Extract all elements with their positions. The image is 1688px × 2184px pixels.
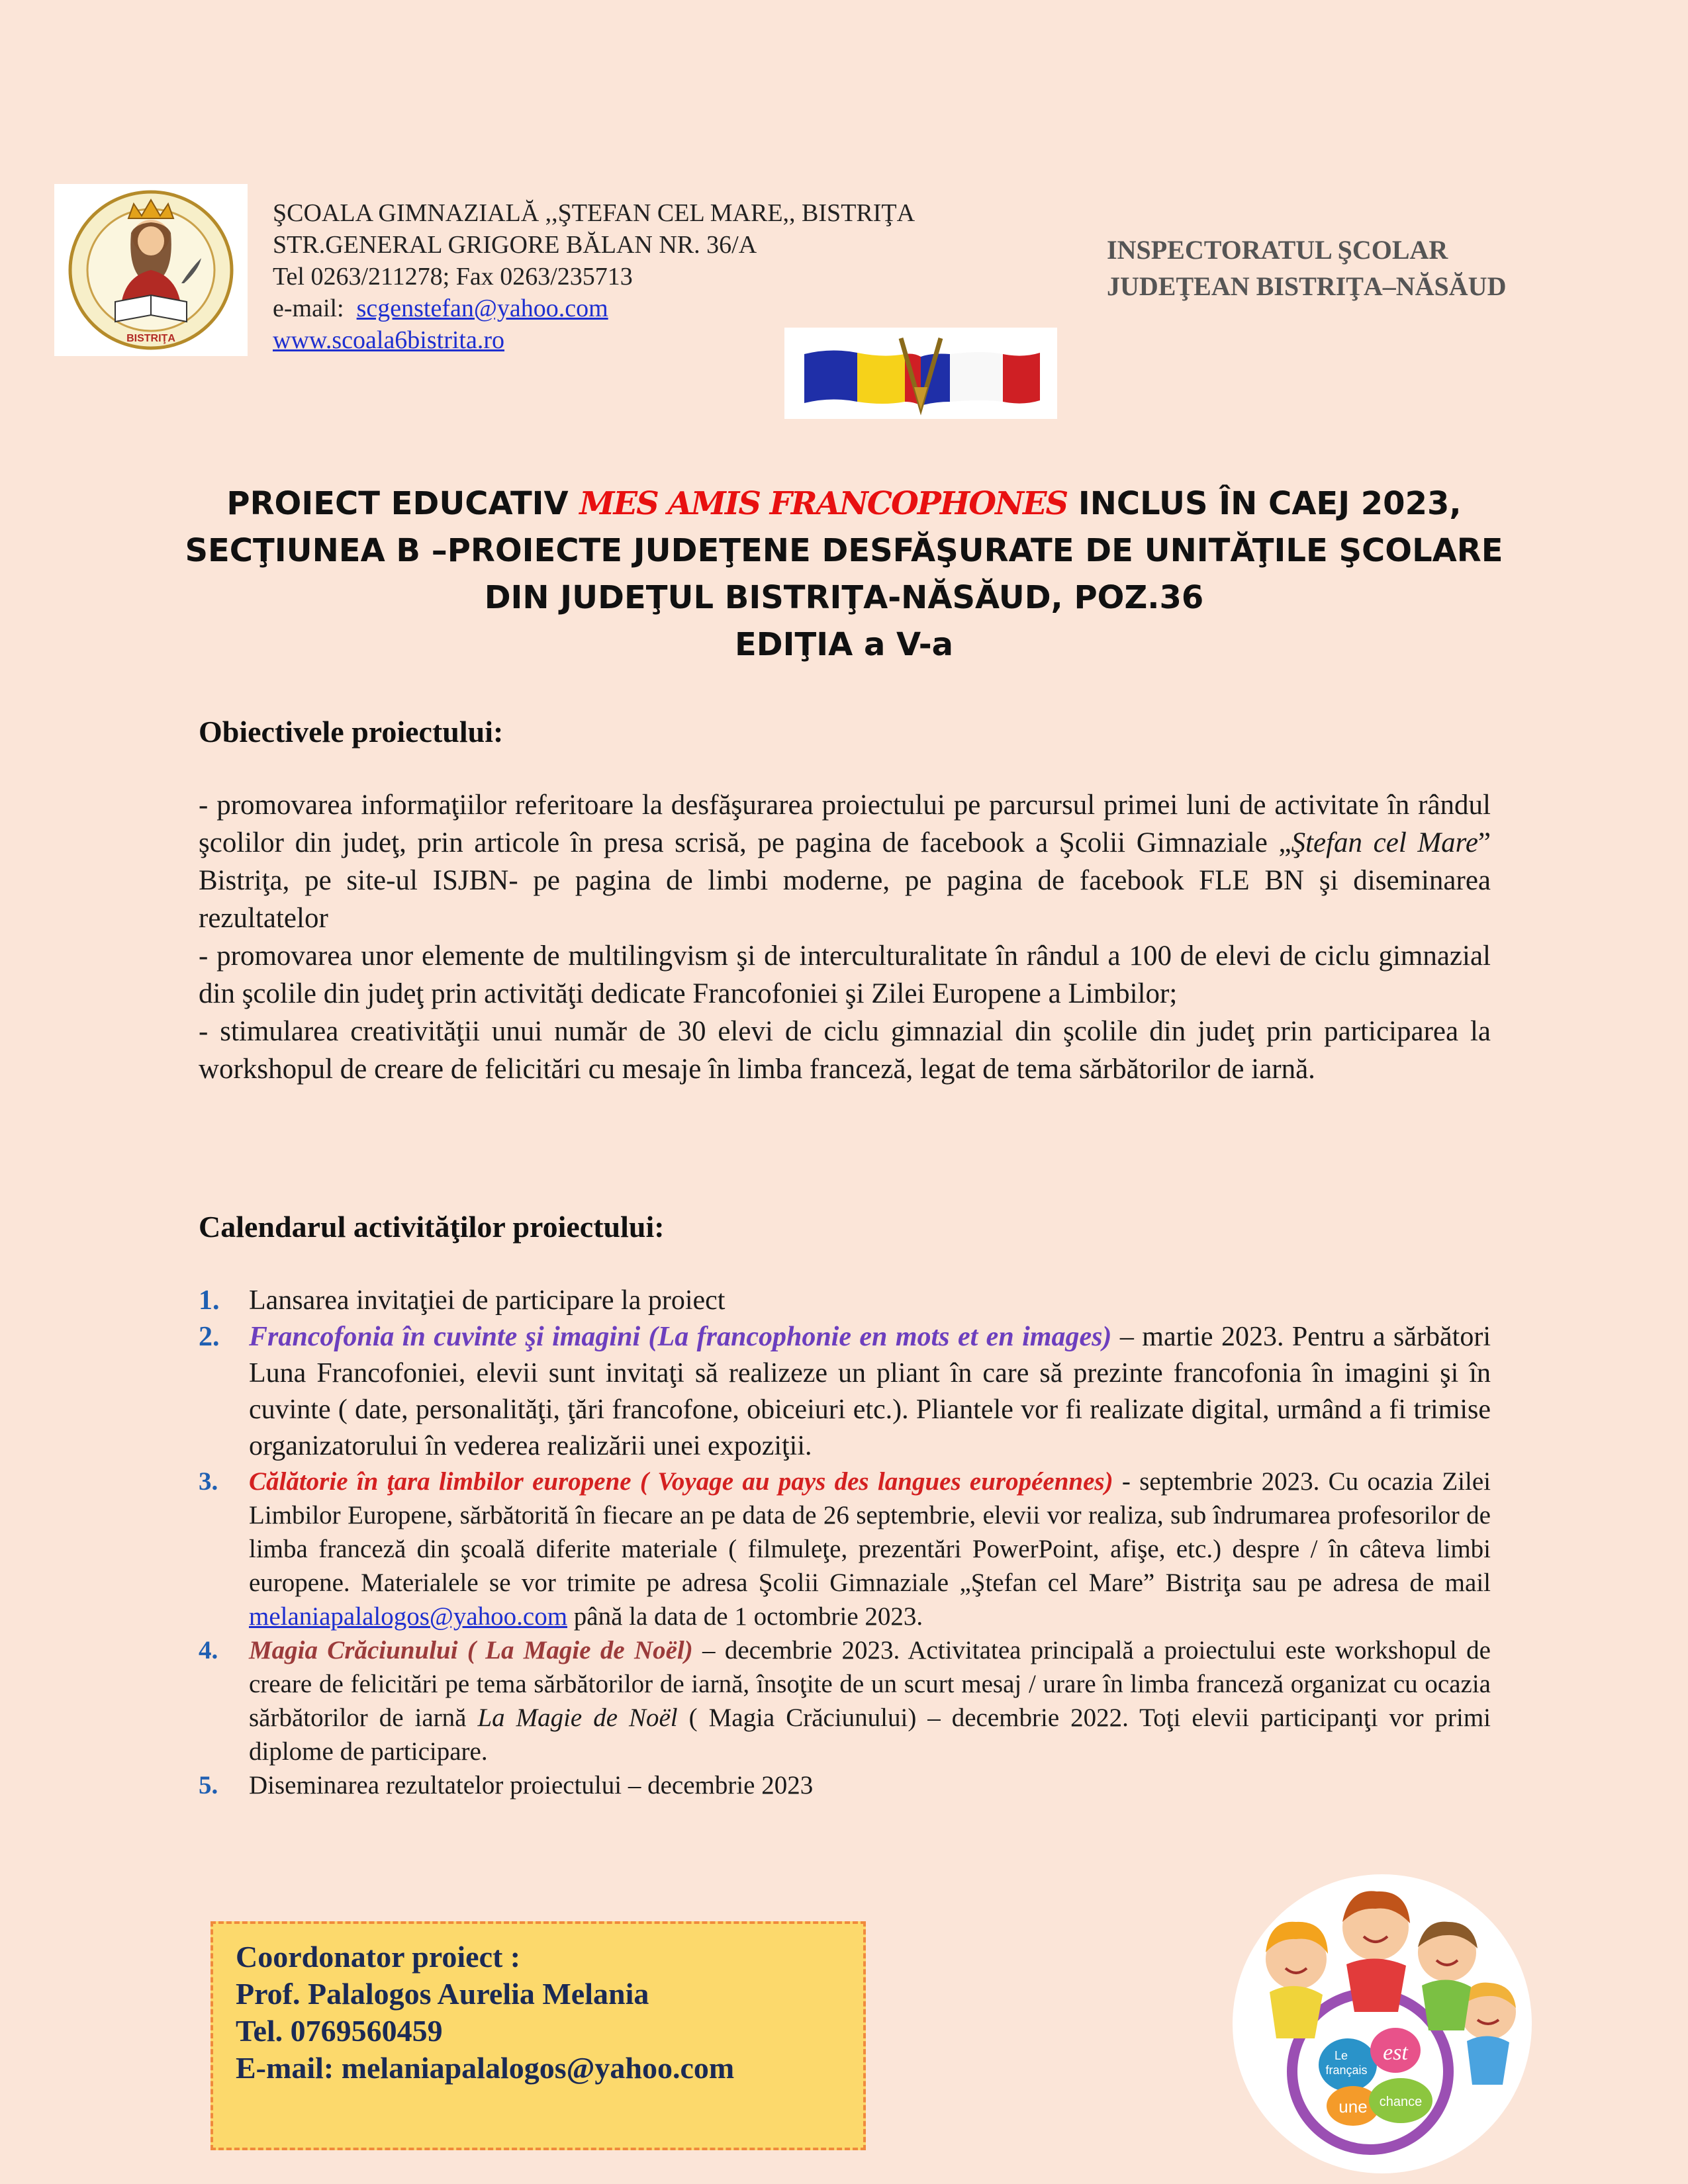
item-title: Magia Crăciunului ( La Magie de Noël) — [249, 1636, 693, 1664]
calendar-list — [199, 1283, 1491, 1802]
item-text: până la data de 1 octombrie 2023. — [567, 1602, 923, 1631]
calendar-heading: Calendarul activităţilor proiectului: — [199, 1210, 665, 1244]
calendar-item — [199, 1319, 1491, 1465]
coordinator-box — [211, 1921, 866, 2150]
coordinator-email: E-mail: melaniapalalogos@yahoo.com — [236, 2051, 735, 2085]
item-email-link[interactable]: melaniapalalogos@yahoo.com — [249, 1602, 568, 1631]
item-number: 5. — [199, 1771, 218, 1799]
objective-italic: Ştefan cel Mare — [1291, 827, 1478, 858]
coordinator-label: Coordonator proiect : — [236, 1940, 521, 1974]
objective-item: - stimularea creativităţii unui număr de 30 elevi de ciclu gimnazial din şcolile din judeţ prin participarea la workshopul de creare de felicitări cu mesaje în limba franceză, legat de tema sărbătorilor de iarnă. — [199, 1016, 1491, 1085]
flags-image — [784, 328, 1057, 419]
logo-city-text: BISTRIŢA — [126, 333, 175, 344]
bubble-word: une — [1338, 2097, 1368, 2116]
objective-text: ” Bistriţa, pe site-ul ISJBN- pe pagina de limbi moderne, pe pagina de facebook FLE BN şi diseminarea rezultatelor — [199, 827, 1491, 934]
title-part1: PROIECT EDUCATIV — [226, 485, 580, 522]
school-name: ŞCOALA GIMNAZIALĂ ,,ŞTEFAN CEL MARE,, BISTRIŢA — [273, 199, 915, 227]
item-italic: La Magie de Noël — [477, 1704, 678, 1732]
school-website-link[interactable]: www.scoala6bistrita.ro — [273, 326, 504, 354]
calendar-item — [199, 1633, 1491, 1768]
email-label: e-mail: — [273, 295, 344, 322]
inspectorate-line2: JUDEŢEAN BISTRIŢA–NĂSĂUD — [1107, 271, 1507, 301]
project-name: MES AMIS FRANCOPHONES — [579, 485, 1068, 522]
objectives-list — [199, 786, 1491, 1088]
bubble-word: Le — [1334, 2049, 1348, 2062]
school-email-link[interactable]: scgenstefan@yahoo.com — [356, 295, 608, 322]
item-text: – martie 2023. Pentru a sărbători Luna Francofoniei, elevii sunt invitaţi să realizeze un pliant în care să prezinte francofonia în imagini şi în cuvinte ( date, personalităţi, ţări francofone, obiceiuri etc.). Pliantele vor fi realizate digital, urmând a fi trimise organizatorului în vederea realizării unei expoziţii. — [249, 1322, 1491, 1461]
item-text: Lansarea invitaţiei de participare la proiect — [249, 1285, 726, 1316]
school-phone-fax: Tel 0263/211278; Fax 0263/235713 — [273, 263, 633, 291]
school-crest-icon — [54, 184, 248, 356]
item-title: Francofonia în cuvinte şi imagini (La francophonie en mots et en images) — [249, 1322, 1112, 1352]
objective-text: - promovarea informaţiilor referitoare la desfăşurarea proiectului pe parcursul primei luni de activitate în rândul şcolilor din judeţ, prin articole în presa scrisă, pe pagina de facebook a Şcolii Gimnaziale „ — [199, 790, 1491, 858]
coordinator-name: Prof. Palalogos Aurelia Melania — [236, 1977, 649, 2011]
school-logo — [54, 184, 248, 356]
item-number: 3. — [199, 1467, 218, 1496]
bubble-word: est — [1383, 2040, 1408, 2065]
school-address: STR.GENERAL GRIGORE BĂLAN NR. 36/A — [273, 231, 757, 259]
francophonie-kids-illustration — [1197, 1873, 1568, 2175]
item-number: 4. — [199, 1636, 218, 1664]
item-text: - septembrie 2023. Cu ocazia Zilei Limbilor Europene, sărbătorită în fiecare an pe data de 26 septembrie, elevii vor realiza, sub îndrumarea profesorilor de limba franceză din şcoală diferite materiale ( filmuleţe, prezentări PowerPoint, afişe, etc.) despre / în câteva limbi europene. Materialele se vor trimite pe adresa Şcolii Gimnaziale „Ştefan cel Mare” Bistriţa sau pe adresa de mail — [249, 1467, 1491, 1597]
item-title: Călătorie în ţara limbilor europene ( Voyage au pays des langues européennes) — [249, 1467, 1113, 1496]
project-title — [159, 480, 1529, 668]
objectives-heading: Obiectivele proiectului: — [199, 715, 504, 749]
item-number: 2. — [199, 1322, 220, 1352]
school-email-line — [273, 293, 1054, 324]
calendar-item — [199, 1465, 1491, 1633]
objective-item — [199, 786, 1491, 937]
bubble-word: français — [1325, 2064, 1368, 2077]
crossed-flags-icon — [784, 328, 1057, 419]
item-text: Diseminarea rezultatelor proiectului – decembrie 2023 — [249, 1771, 814, 1799]
calendar-item — [199, 1768, 1491, 1802]
title-edition: EDIŢIA a V-a — [734, 626, 954, 663]
calendar-item — [199, 1283, 1491, 1319]
title-main — [159, 480, 1529, 621]
title-part2: INCLUS ÎN CAEJ 2023, SECŢIUNEA B –PROIECTE JUDEŢENE DESFĂŞURATE DE UNITĂŢILE ŞCOLARE DIN JUDEŢUL BISTRIŢA-NĂSĂUD, POZ.36 — [185, 485, 1503, 616]
bubble-word: chance — [1379, 2095, 1423, 2109]
objective-item: - promovarea unor elemente de multilingvism şi de interculturalitate în rândul a 100 de elevi de ciclu gimnazial din şcolile din judeţ prin activităţi dedicate Francofoniei şi Zilei Europene a Limbilor; — [199, 940, 1491, 1009]
item-number: 1. — [199, 1285, 220, 1316]
inspectorate-block — [1107, 232, 1570, 304]
item-text: ( Magia Crăciunului) – decembrie 2022. Toţi elevii participanţi vor primi diplome de participare. — [249, 1704, 1491, 1766]
inspectorate-line1: INSPECTORATUL ŞCOLAR — [1107, 235, 1448, 265]
coordinator-phone: Tel. 0769560459 — [236, 2014, 443, 2048]
kids-circle-icon — [1197, 1873, 1568, 2175]
item-text: – decembrie 2023. Activitatea principală a proiectului este workshopul de creare de felicitări pe tema sărbătorilor de iarnă, însoţite de un scurt mesaj / urare în limba franceză organizat cu ocazia sărbătorilor de iarnă — [249, 1636, 1491, 1732]
